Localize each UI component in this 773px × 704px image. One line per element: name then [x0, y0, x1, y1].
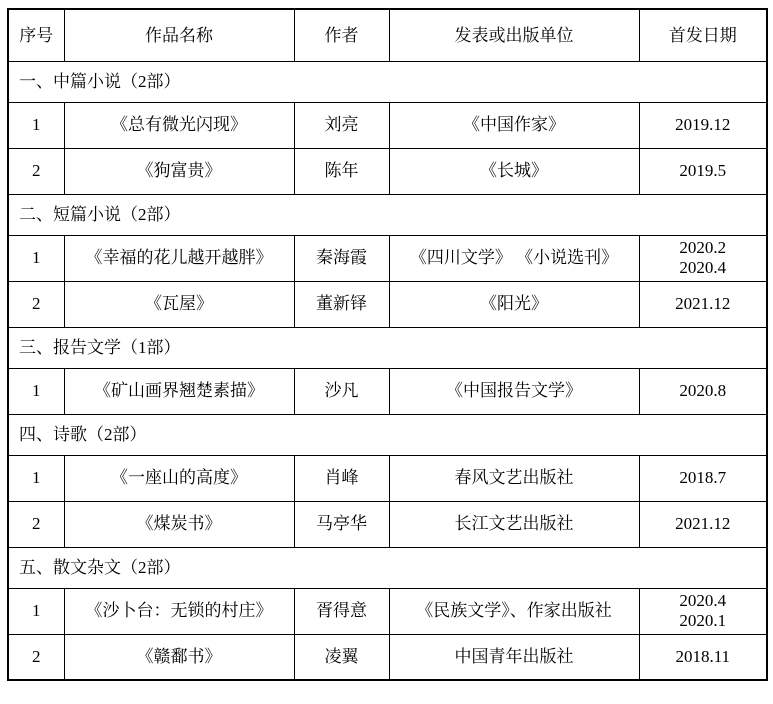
cell-number: 1 — [8, 368, 64, 414]
cell-publisher: 《民族文学》、作家出版社 — [389, 588, 639, 634]
section-title: 三、报告文学（1部） — [8, 327, 767, 368]
table-row — [8, 368, 767, 414]
cell-number: 2 — [8, 634, 64, 680]
col-header-work-title: 作品名称 — [64, 9, 294, 61]
cell-work-title: 《狗富贵》 — [64, 148, 294, 194]
cell-publisher: 《中国报告文学》 — [389, 368, 639, 414]
cell-number: 1 — [8, 588, 64, 634]
cell-date: 2021.12 — [639, 281, 767, 327]
cell-work-title: 《煤炭书》 — [64, 501, 294, 547]
section-header-row — [8, 61, 767, 102]
cell-author: 凌翼 — [294, 634, 389, 680]
table-row — [8, 588, 767, 634]
header-row — [8, 9, 767, 61]
date-line: 2020.2 — [679, 237, 727, 257]
cell-publisher: 《四川文学》 《小说选刊》 — [389, 235, 639, 281]
cell-date: 2019.12 — [639, 102, 767, 148]
cell-work-title: 《沙卜台：无锁的村庄》 — [64, 588, 294, 634]
cell-author: 秦海霞 — [294, 235, 389, 281]
cell-publisher: 《中国作家》 — [389, 102, 639, 148]
section-title: 二、短篇小说（2部） — [8, 194, 767, 235]
cell-publisher: 《阳光》 — [389, 281, 639, 327]
cell-number: 1 — [8, 235, 64, 281]
cell-number: 1 — [8, 102, 64, 148]
cell-publisher: 中国青年出版社 — [389, 634, 639, 680]
section-header-row — [8, 414, 767, 455]
table-row — [8, 148, 767, 194]
date-line: 2020.1 — [679, 611, 727, 630]
table-row — [8, 634, 767, 680]
cell-author: 马亭华 — [294, 501, 389, 547]
cell-work-title: 《瓦屋》 — [64, 281, 294, 327]
cell-number: 1 — [8, 455, 64, 501]
table-row — [8, 455, 767, 501]
section-title: 四、诗歌（2部） — [8, 414, 767, 455]
col-header-number: 序号 — [8, 9, 64, 61]
cell-publisher: 长江文艺出版社 — [389, 501, 639, 547]
table-row — [8, 235, 767, 281]
cell-work-title: 《总有微光闪现》 — [64, 102, 294, 148]
cell-number: 2 — [8, 281, 64, 327]
table-row — [8, 102, 767, 148]
cell-date: 2019.5 — [639, 148, 767, 194]
table-row — [8, 501, 767, 547]
cell-author: 沙凡 — [294, 368, 389, 414]
cell-work-title: 《赣鄱书》 — [64, 634, 294, 680]
section-header-row — [8, 547, 767, 588]
section-header-row — [8, 327, 767, 368]
cell-author: 董新铎 — [294, 281, 389, 327]
cell-date: 2018.11 — [639, 634, 767, 680]
cell-work-title: 《矿山画界翘楚素描》 — [64, 368, 294, 414]
cell-date — [639, 588, 767, 634]
date-line: 2020.4 — [679, 258, 727, 277]
cell-date — [639, 235, 767, 281]
cell-author: 陈年 — [294, 148, 389, 194]
cell-date: 2018.7 — [639, 455, 767, 501]
col-header-first-date: 首发日期 — [639, 9, 767, 61]
date-line: 2020.4 — [679, 590, 727, 610]
cell-date: 2021.12 — [639, 501, 767, 547]
col-header-author: 作者 — [294, 9, 389, 61]
works-table — [7, 8, 768, 681]
cell-author: 肖峰 — [294, 455, 389, 501]
section-title: 五、散文杂文（2部） — [8, 547, 767, 588]
cell-author: 刘亮 — [294, 102, 389, 148]
section-header-row — [8, 194, 767, 235]
cell-date: 2020.8 — [639, 368, 767, 414]
section-title: 一、中篇小说（2部） — [8, 61, 767, 102]
cell-author: 胥得意 — [294, 588, 389, 634]
cell-number: 2 — [8, 148, 64, 194]
cell-publisher: 《长城》 — [389, 148, 639, 194]
cell-work-title: 《一座山的高度》 — [64, 455, 294, 501]
cell-work-title: 《幸福的花儿越开越胖》 — [64, 235, 294, 281]
col-header-publisher: 发表或出版单位 — [389, 9, 639, 61]
table-row — [8, 281, 767, 327]
cell-publisher: 春风文艺出版社 — [389, 455, 639, 501]
cell-number: 2 — [8, 501, 64, 547]
